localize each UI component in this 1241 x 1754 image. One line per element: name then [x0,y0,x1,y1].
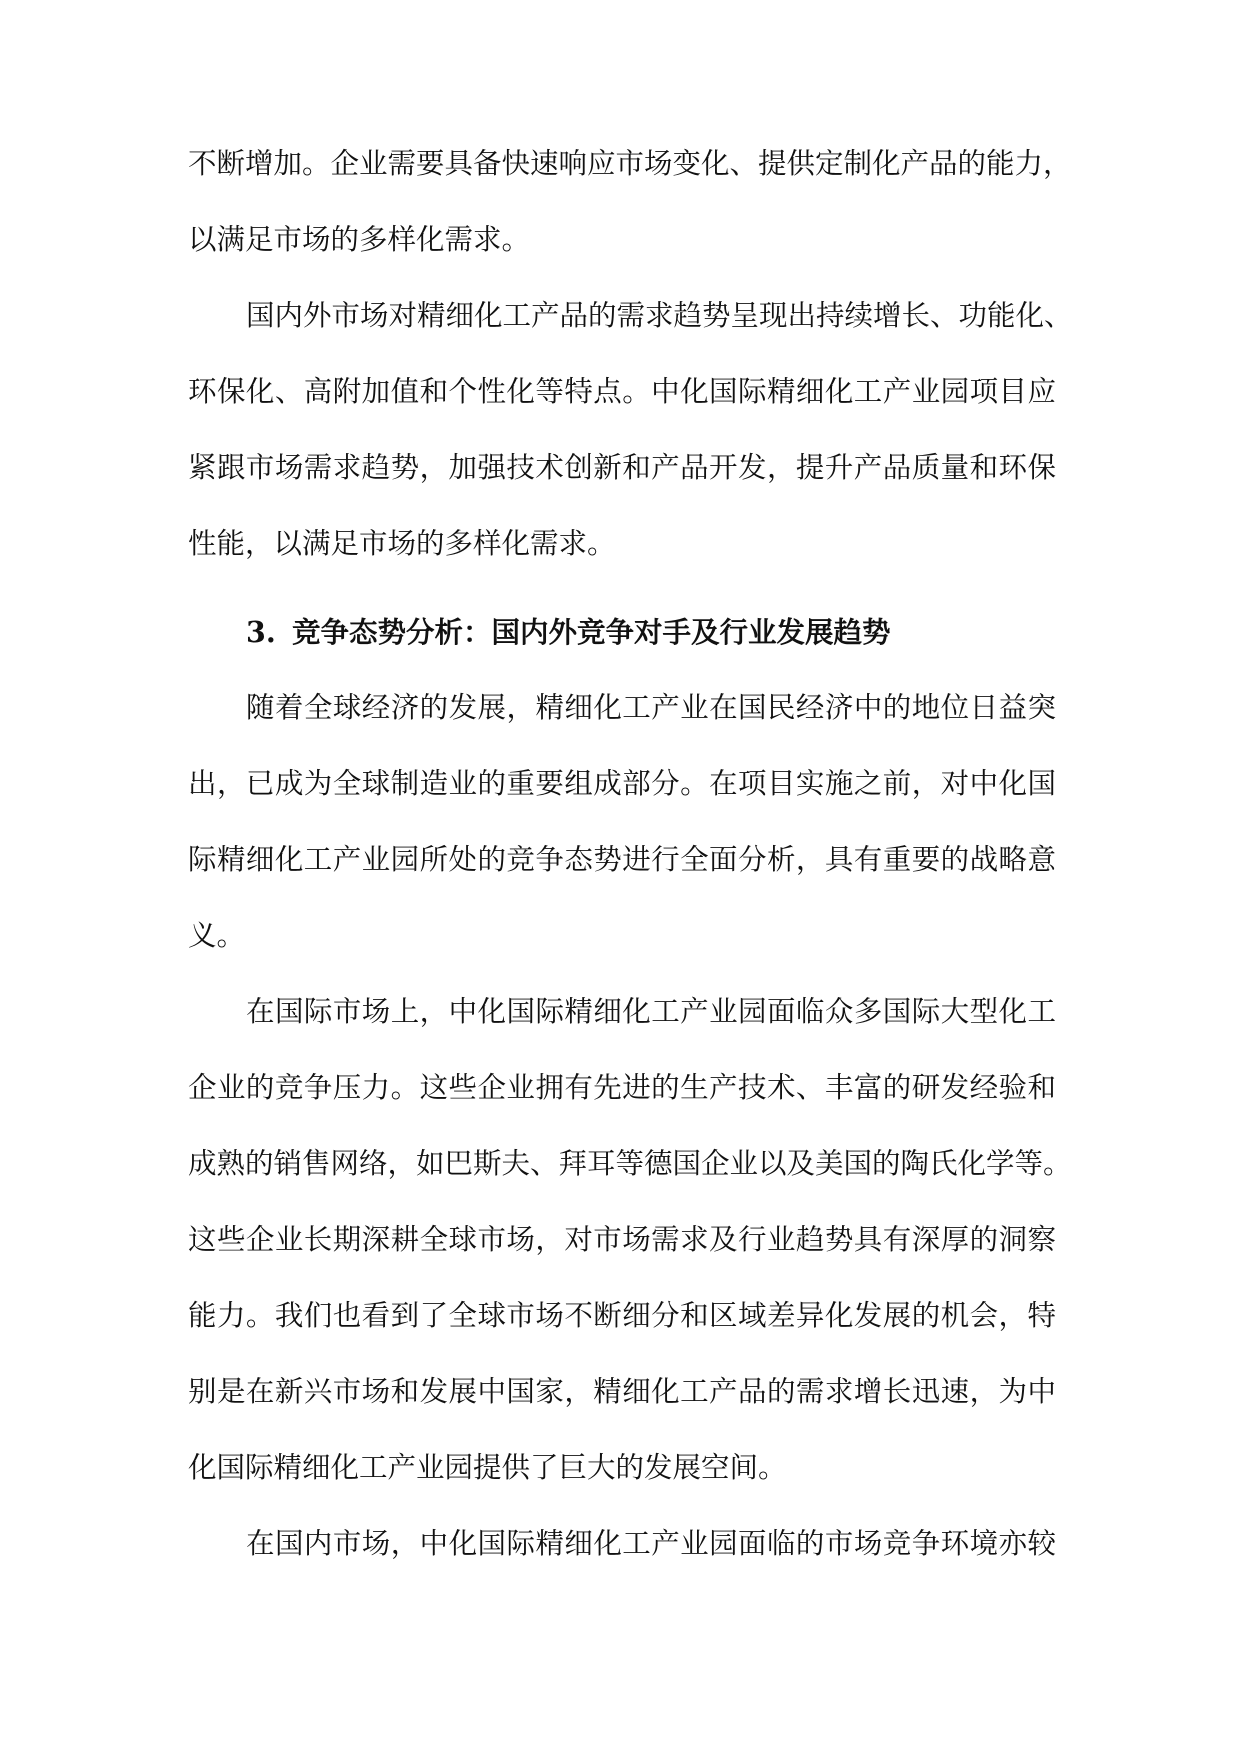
text-line: 在国内市场，中化国际精细化工产业园面临的市场竞争环境亦较 [246,1527,1056,1560]
paragraph-4 [188,988,1072,1492]
text-line: 义。 [188,919,246,952]
text-line: 随着全球经济的发展，精细化工产业在国民经济中的地位日益突 [246,691,1056,724]
section-title: 竞争态势分析：国内外竞争对手及行业发展趋势 [292,615,891,649]
section-number: 3. [246,615,276,649]
text-line: 不断增加。企业需要具备快速响应市场变化、提供定制化产品的能力， [188,147,1072,180]
paragraph-3 [188,684,1056,960]
text-line: 国内外市场对精细化工产品的需求趋势呈现出持续增长、功能化、 [246,299,1073,332]
paragraph-1 [188,140,1072,264]
text-line: 成熟的销售网络，如巴斯夫、拜耳等德国企业以及美国的陶氏化学等。 [188,1147,1072,1180]
text-line: 紧跟市场需求趋势，加强技术创新和产品开发，提升产品质量和环保 [188,451,1056,484]
paragraph-5 [188,1520,1056,1568]
text-line: 以满足市场的多样化需求。 [188,223,531,256]
text-line: 别是在新兴市场和发展中国家，精细化工产品的需求增长迅速，为中 [188,1375,1056,1408]
text-line: 性能，以满足市场的多样化需求。 [188,527,616,560]
text-line: 际精细化工产业园所处的竞争态势进行全面分析，具有重要的战略意 [188,843,1056,876]
text-line: 能力。我们也看到了全球市场不断细分和区域差异化发展的机会，特 [188,1299,1056,1332]
text-line: 企业的竞争压力。这些企业拥有先进的生产技术、丰富的研发经验和 [188,1071,1056,1104]
section-heading [188,608,1056,656]
text-line: 在国际市场上，中化国际精细化工产业园面临众多国际大型化工 [246,995,1056,1028]
document-page [188,140,1073,1596]
text-line: 这些企业长期深耕全球市场，对市场需求及行业趋势具有深厚的洞察 [188,1223,1056,1256]
text-line: 出，已成为全球制造业的重要组成部分。在项目实施之前，对中化国 [188,767,1056,800]
text-line: 环保化、高附加值和个性化等特点。中化国际精细化工产业园项目应 [188,375,1056,408]
text-line: 化国际精细化工产业园提供了巨大的发展空间。 [188,1451,787,1484]
paragraph-2 [188,292,1073,568]
